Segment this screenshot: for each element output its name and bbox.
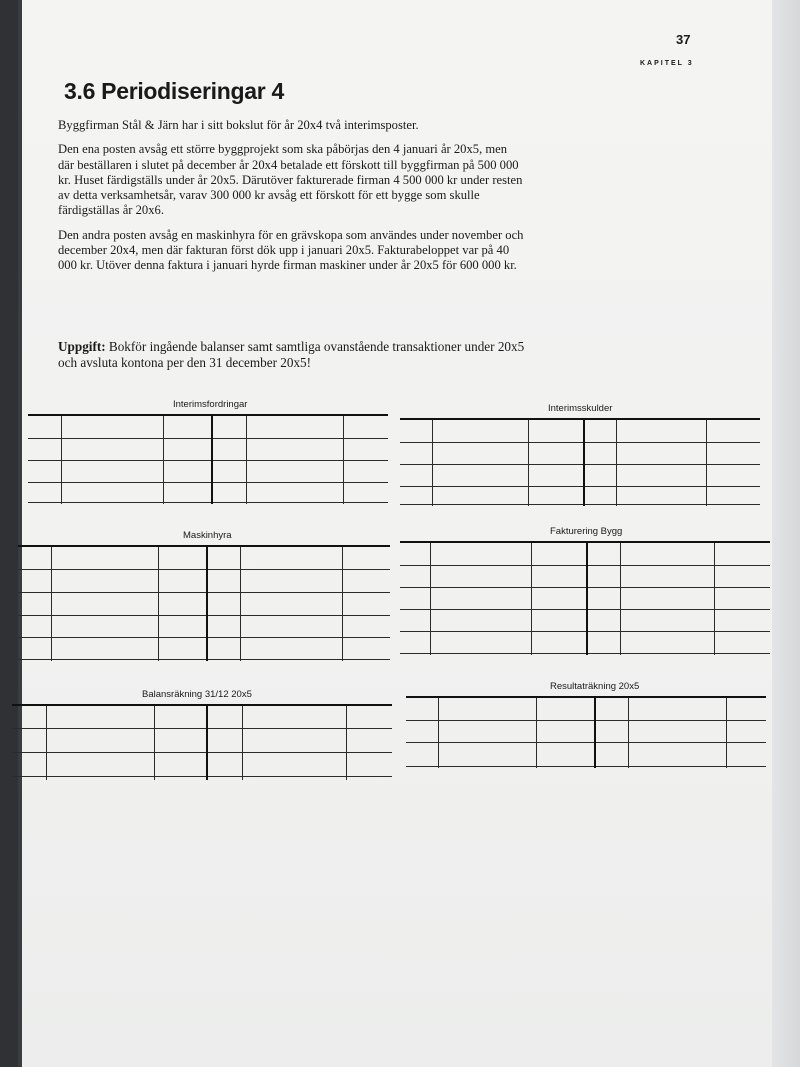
paragraph-intro: Byggfirman Stål & Järn har i sitt bokslut för år 20x4 två interimsposter. <box>58 118 419 132</box>
t-account-title: Balansräkning 31/12 20x5 <box>142 689 252 700</box>
t-account-divider <box>586 543 588 655</box>
grid-column-line <box>163 416 164 504</box>
grid-column-line <box>432 420 433 506</box>
grid-column-line <box>158 547 159 661</box>
grid-column-line <box>616 420 617 506</box>
desk-background-left <box>0 0 18 1067</box>
grid-column-line <box>342 547 343 661</box>
grid-column-line <box>528 420 529 506</box>
grid-column-line <box>726 698 727 768</box>
t-account-title: Maskinhyra <box>183 530 232 541</box>
grid-row-line <box>12 752 392 753</box>
t-account-maskinhyra <box>18 530 390 663</box>
grid-column-line <box>343 416 344 504</box>
grid-row-line <box>28 460 388 461</box>
grid-row-line <box>406 742 766 743</box>
grid-column-line <box>51 547 52 661</box>
grid-column-line <box>628 698 629 768</box>
t-account-interimsskulder <box>400 403 760 508</box>
exercise-text <box>58 118 526 283</box>
grid-row-line <box>406 766 766 767</box>
grid-row-line <box>18 637 390 638</box>
t-account-title: Interimsfordringar <box>173 399 248 410</box>
task-label: Uppgift: <box>58 339 106 354</box>
grid-column-line <box>246 416 247 504</box>
t-account-grid[interactable] <box>28 414 388 504</box>
task-text: Bokför ingående balanser samt samtliga ovanstående transaktioner under 20x5 och avsluta kontona per den 31 december 20x5! <box>58 339 525 370</box>
t-account-resultatrakning <box>406 681 766 768</box>
grid-row-line <box>18 615 390 616</box>
t-account-grid[interactable] <box>400 418 760 506</box>
t-account-title: Resultaträkning 20x5 <box>550 681 640 692</box>
t-account-grid[interactable] <box>12 704 392 780</box>
grid-row-line <box>28 502 388 503</box>
grid-column-line <box>536 698 537 768</box>
grid-column-line <box>430 543 431 655</box>
book-page <box>22 0 772 1067</box>
grid-column-line <box>714 543 715 655</box>
t-account-title: Interimsskulder <box>548 403 613 414</box>
t-account-grid[interactable] <box>18 545 390 661</box>
t-account-grid[interactable] <box>400 541 770 655</box>
grid-column-line <box>620 543 621 655</box>
section-title: 3.6 Periodiseringar 4 <box>64 78 284 104</box>
grid-row-line <box>18 569 390 570</box>
chapter-header: KAPITEL 3 <box>640 60 694 67</box>
grid-row-line <box>406 720 766 721</box>
grid-column-line <box>240 547 241 661</box>
grid-column-line <box>438 698 439 768</box>
t-account-title: Fakturering Bygg <box>550 526 623 537</box>
grid-column-line <box>61 416 62 504</box>
grid-row-line <box>12 776 392 777</box>
t-account-divider <box>211 416 213 504</box>
grid-row-line <box>12 728 392 729</box>
grid-row-line <box>18 592 390 593</box>
t-account-balansrakning <box>12 689 392 782</box>
grid-row-line <box>18 659 390 660</box>
grid-row-line <box>28 438 388 439</box>
grid-column-line <box>346 706 347 780</box>
t-account-divider <box>594 698 596 768</box>
grid-column-line <box>531 543 532 655</box>
grid-column-line <box>706 420 707 506</box>
grid-row-line <box>28 482 388 483</box>
t-account-fakturering-bygg <box>400 526 770 655</box>
task-instruction <box>58 339 528 371</box>
grid-column-line <box>46 706 47 780</box>
t-account-grid[interactable] <box>406 696 766 768</box>
page-number: 37 <box>676 32 691 47</box>
grid-column-line <box>154 706 155 780</box>
paragraph-second-item: Den andra posten avsåg en maskinhyra för en grävskopa som användes under november och december 20x4, men där fakturan först dök upp i januari 20x5. Fakturabeloppet var på 40 000 kr. Utöver denna faktura i januari hyrde firman maskiner under år 20x5 för 600 000 kr. <box>58 227 524 273</box>
t-account-divider <box>206 547 208 661</box>
t-account-divider <box>583 420 585 506</box>
paragraph-first-item: Den ena posten avsåg ett större byggprojekt som ska påbörjas den 4 januari år 20x5, men där beställaren i slutet på december år 20x4 betalade ett förskott till byggfirman på 500 000 kr. Huset färdigställs under år 20x5. Därutöver fakturerade firman 4 500 000 kr under resten av detta verksamhetsår, varav 300 000 kr avsåg ett förskott för ett bygge som skulle färdigställas år 20x6. <box>58 142 523 218</box>
t-account-divider <box>206 706 208 780</box>
t-account-interimsfordringar <box>28 399 388 504</box>
grid-column-line <box>242 706 243 780</box>
